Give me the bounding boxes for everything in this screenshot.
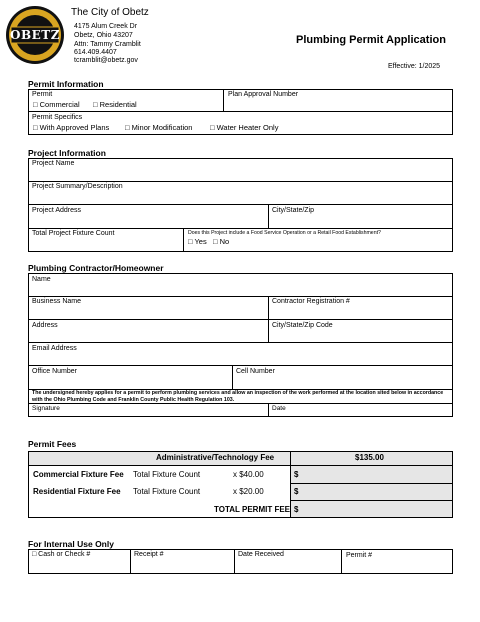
- contractor-heading: Plumbing Contractor/Homeowner: [28, 263, 164, 273]
- org-name: The City of Obetz: [71, 7, 149, 18]
- approved-plans-checkbox[interactable]: □ With Approved Plans: [33, 123, 110, 132]
- logo-text: OBETZ: [10, 28, 60, 42]
- food-yes-checkbox[interactable]: □ Yes: [188, 237, 207, 246]
- plan-approval-field[interactable]: Plan Approval Number: [228, 91, 299, 98]
- commercial-fixture-count[interactable]: Total Fixture Count: [133, 470, 201, 479]
- total-fee-amount[interactable]: $: [294, 505, 299, 514]
- org-email: tcramblit@obetz.gov: [74, 57, 138, 64]
- commercial-rate: x $40.00: [233, 470, 264, 479]
- permit-info-heading: Permit Information: [28, 79, 104, 89]
- org-address-line1: 4175 Alum Creek Dr: [74, 23, 138, 30]
- signature-field[interactable]: Signature: [32, 405, 60, 412]
- cell-number-field[interactable]: Cell Number: [236, 368, 275, 375]
- commercial-checkbox[interactable]: □ Commercial: [33, 100, 80, 109]
- commercial-fee-amount[interactable]: $: [294, 470, 299, 479]
- date-received-field[interactable]: Date Received: [238, 551, 284, 558]
- minor-modification-checkbox[interactable]: □ Minor Modification: [125, 123, 193, 132]
- effective-date: Effective: 1/2025: [388, 63, 441, 70]
- residential-fixture-count[interactable]: Total Fixture Count: [133, 487, 201, 496]
- date-field[interactable]: Date: [272, 405, 286, 412]
- org-attn: Attn: Tammy Cramblit: [74, 41, 141, 48]
- residential-rate: x $20.00: [233, 487, 264, 496]
- admin-fee-label: Administrative/Technology Fee: [156, 453, 275, 462]
- total-fee-label: TOTAL PERMIT FEE: [214, 505, 291, 514]
- admin-fee-amount: $135.00: [355, 453, 384, 462]
- permit-number-field[interactable]: Permit #: [346, 552, 373, 559]
- office-number-field[interactable]: Office Number: [32, 368, 77, 375]
- project-address-field[interactable]: Project Address: [32, 207, 82, 214]
- org-phone: 614.409.4407: [74, 49, 117, 56]
- page-title: Plumbing Permit Application: [296, 34, 446, 46]
- applicant-statement: The undersigned hereby applies for a permit to perform plumbing services and allow an inspection of the work performed at the location sited below in accordance with the Ohio Plumbing Code and Franklin County Public Health Regulation 103.: [32, 390, 444, 403]
- org-address-line2: Obetz, Ohio 43207: [74, 32, 133, 39]
- fees-heading: Permit Fees: [28, 439, 77, 449]
- project-city-field[interactable]: City/State/Zip: [272, 207, 315, 214]
- residential-checkbox[interactable]: □ Residential: [93, 100, 137, 109]
- contractor-name-field[interactable]: Name: [32, 276, 51, 283]
- residential-fee-label: Residential Fixture Fee: [33, 487, 121, 496]
- water-heater-checkbox[interactable]: □ Water Heater Only: [210, 123, 279, 132]
- residential-fee-amount[interactable]: $: [294, 487, 299, 496]
- fixture-count-field[interactable]: Total Project Fixture Count: [32, 230, 115, 237]
- registration-field[interactable]: Contractor Registration #: [272, 298, 350, 305]
- receipt-field[interactable]: Receipt #: [134, 551, 164, 558]
- commercial-fee-label: Commercial Fixture Fee: [33, 470, 124, 479]
- internal-heading: For Internal Use Only: [28, 539, 114, 549]
- food-service-question: Does this Project include a Food Service Operation or a Retail Food Establishment?: [188, 230, 381, 236]
- project-info-heading: Project Information: [28, 148, 106, 158]
- permit-specifics-label: Permit Specifics: [32, 114, 83, 121]
- business-name-field[interactable]: Business Name: [32, 298, 82, 305]
- project-name-field[interactable]: Project Name: [32, 160, 75, 167]
- permit-label: Permit: [32, 91, 53, 98]
- contractor-city-field[interactable]: City/State/Zip Code: [272, 322, 333, 329]
- city-logo: [5, 5, 65, 65]
- project-summary-field[interactable]: Project Summary/Description: [32, 183, 123, 190]
- email-field[interactable]: Email Address: [32, 345, 77, 352]
- food-no-checkbox[interactable]: □ No: [213, 237, 230, 246]
- cash-check-field[interactable]: □ Cash or Check #: [32, 551, 91, 558]
- contractor-address-field[interactable]: Address: [32, 322, 58, 329]
